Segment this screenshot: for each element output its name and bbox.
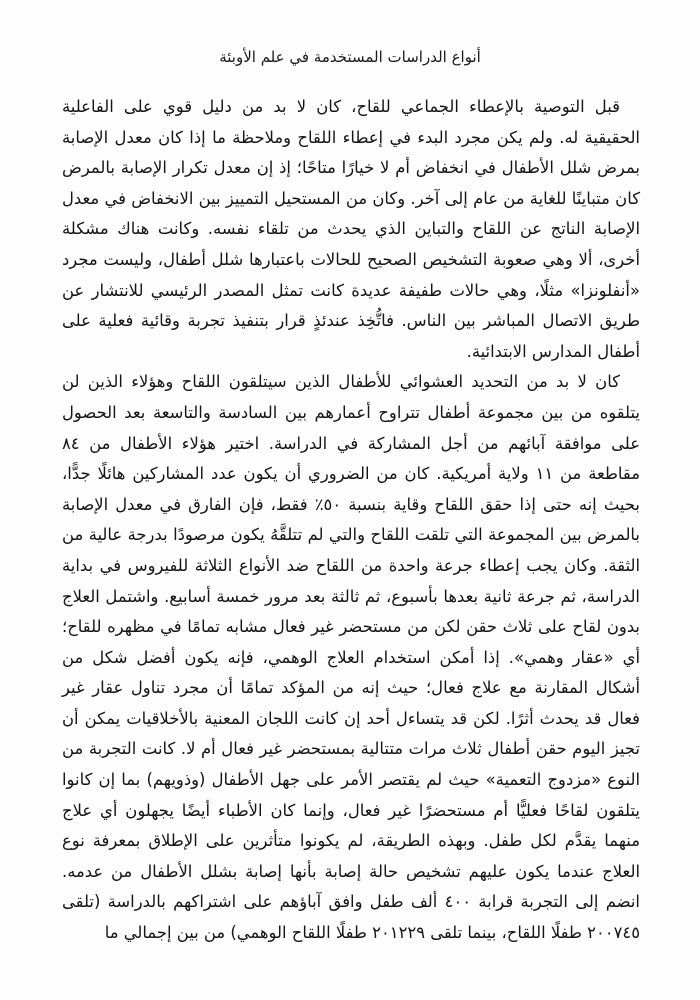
paragraph: قبل التوصية بالإعطاء الجماعي للقاح، كان لا بد من دليل قوي على الفاعلية الحقيقية له. ولم يكن مجرد البدء في إعطاء اللقاح وملاحظة ما إذا كان معدل الإصابة بمرض شلل الأطفال في انخفاض أم لا خيارًا متاحًا؛ إذ إن معدل تكرار الإصابة بالمرض كان متباينًا للغاية من عام إلى آخر. وكان من المستحيل التمييز بين الانخفاض في معدل الإصابة الناتج عن اللقاح والتباين الذي يحدث من تلقاء نفسه. وكانت هناك مشكلة أخرى، ألا وهي صعوبة التشخيص الصحيح للحالات باعتبارها شلل أطفال، وليست مجرد «أنفلونزا» مثلًا، وهي حالات طفيفة عديدة كانت تمثل المصدر الرئيسي للانتشار عن طريق الاتصال المباشر بين الناس. فاتُّخِذ عندئذٍ قرار بتنفيذ تجربة وقائية فعلية على أطفال المدارس الابتدائية. [62, 97, 640, 361]
running-header: أنواع الدراسات المستخدمة في علم الأوبئة [219, 48, 481, 66]
body-text [62, 92, 640, 949]
paragraph: كان لا بد من التحديد العشوائي للأطفال الذين سيتلقون اللقاح وهؤلاء الذين لن يتلقوه من بين مجموعة أطفال تتراوح أعمارهم بين السادسة والتاسعة بعد الحصول على موافقة آبائهم من أجل المشاركة في الدراسة. اختير هؤلاء الأطفال من ٨٤ مقاطعة من ١١ ولاية أمريكية. كان من الضروري أن يكون عدد المشاركين هائلًا جدًّا، بحيث إنه حتى إذا حقق اللقاح وقاية بنسبة ٥٠٪ فقط، فإن الفارق في معدل الإصابة بالمرض بين المجموعة التي تلقت اللقاح والتي لم تتلقَّهُ يكون مرصودًا بدرجة عالية من الثقة. وكان يجب إعطاء جرعة واحدة من اللقاح ضد الأنواع الثلاثة للفيروس في بداية الدراسة، ثم جرعة ثانية بعدها بأسبوع، ثم ثالثة بعد مرور خمسة أسابيع. واشتمل العلاج بدون لقاح على ثلاث حقن لكن من مستحضر غير فعال مشابه تمامًا في مظهره للقاح؛ أي «عقار وهمي». إذا أمكن استخدام العلاج الوهمي، فإنه يكون أفضل شكل من أشكال المقارنة مع علاج فعال؛ حيث إنه من المؤكد تمامًا أن مجرد تناول عقار غير فعال قد يحدث أثرًا. لكن قد يتساءل أحد إن كانت اللجان المعنية بالأخلاقيات يمكن أن تجيز اليوم حقن أطفال ثلاث مرات متتالية بمستحضر غير فعال أم لا. كانت التجربة من النوع «مزدوج التعمية» حيث لم يقتصر الأمر على جهل الأطفال (وذويهم) بما إن كانوا يتلقون لقاحًا فعليًّا أم مستحضرًا غير فعال، وإنما كان الأطباء أيضًا يجهلون أي علاج منهما يقدَّم لكل طفل. وبهذه الطريقة، لم يكونوا متأثرين على الإطلاق بمعرفة نوع العلاج عندما يكون عليهم تشخيص حالة إصابة بأنها إصابة بشلل الأطفال من عدمه. انضم إلى التجربة قرابة ٤٠٠ ألف طفل وافق آباؤهم على اشتراكهم بالدراسة (تلقى ٢٠٠٧٤٥ طفلًا اللقاح، بينما تلقى ٢٠١٢٢٩ طفلًا اللقاح الوهمي) من بين إجمالي ما [62, 372, 640, 943]
